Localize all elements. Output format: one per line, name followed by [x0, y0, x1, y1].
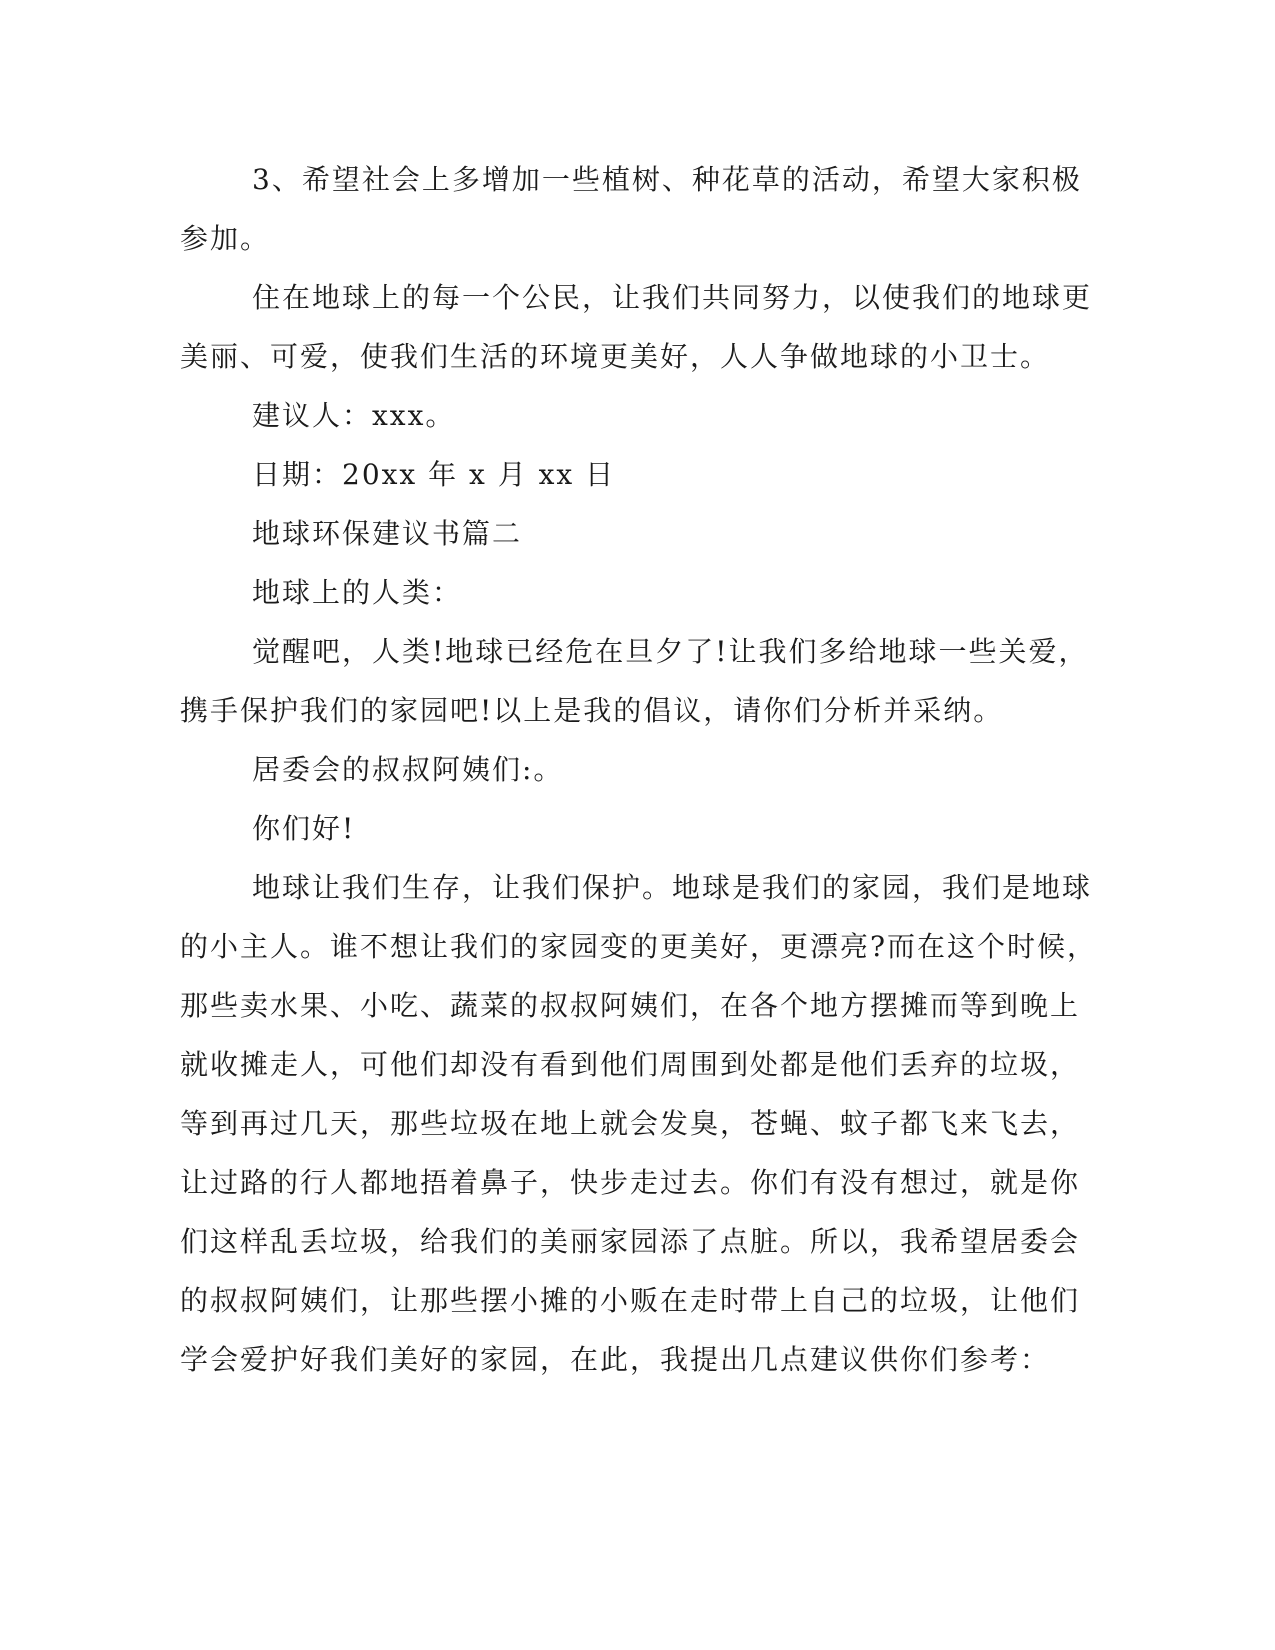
- salutation: 居委会的叔叔阿姨们:。: [252, 753, 564, 786]
- paragraph-line: 学会爱护好我们美好的家园，在此，我提出几点建议供你们参考：: [180, 1343, 1051, 1376]
- paragraph-line: 美丽、可爱，使我们生活的环境更美好，人人争做地球的小卫士。: [180, 340, 1051, 373]
- paragraph-line: 的小主人。谁不想让我们的家园变的更美好，更漂亮?而在这个时候，: [180, 930, 1098, 963]
- paragraph-line: 觉醒吧，人类!地球已经危在旦夕了!让我们多给地球一些关爱，: [252, 635, 1089, 668]
- paragraph-line: 们这样乱丢垃圾，给我们的美丽家园添了点脏。所以，我希望居委会: [180, 1225, 1081, 1258]
- paragraph-line: 携手保护我们的家园吧!以上是我的倡议，请你们分析并采纳。: [180, 694, 1004, 727]
- salutation: 地球上的人类：: [252, 576, 463, 609]
- paragraph-line: 住在地球上的每一个公民，让我们共同努力，以使我们的地球更: [252, 281, 1093, 314]
- paragraph-line: 那些卖水果、小吃、蔬菜的叔叔阿姨们，在各个地方摆摊而等到晚上: [180, 989, 1081, 1022]
- section-title: 地球环保建议书篇二: [252, 517, 523, 550]
- paragraph-line: 地球让我们生存，让我们保护。地球是我们的家园，我们是地球: [252, 871, 1093, 904]
- greeting: 你们好!: [252, 812, 356, 845]
- paragraph-line: 就收摊走人，可他们却没有看到他们周围到处都是他们丢弃的垃圾，: [180, 1048, 1081, 1081]
- paragraph-line: 3、希望社会上多增加一些植树、种花草的活动，希望大家积极: [252, 163, 1082, 196]
- proposer-line: 建议人：xxx。: [252, 399, 456, 432]
- paragraph-line: 参加。: [180, 222, 271, 255]
- paragraph-line: 让过路的行人都地捂着鼻子，快步走过去。你们有没有想过，就是你: [180, 1166, 1081, 1199]
- date-line: 日期：20xx 年 x 月 xx 日: [252, 458, 616, 491]
- paragraph-line: 等到再过几天，那些垃圾在地上就会发臭，苍蝇、蚊子都飞来飞去，: [180, 1107, 1081, 1140]
- paragraph-line: 的叔叔阿姨们，让那些摆小摊的小贩在走时带上自己的垃圾，让他们: [180, 1284, 1081, 1317]
